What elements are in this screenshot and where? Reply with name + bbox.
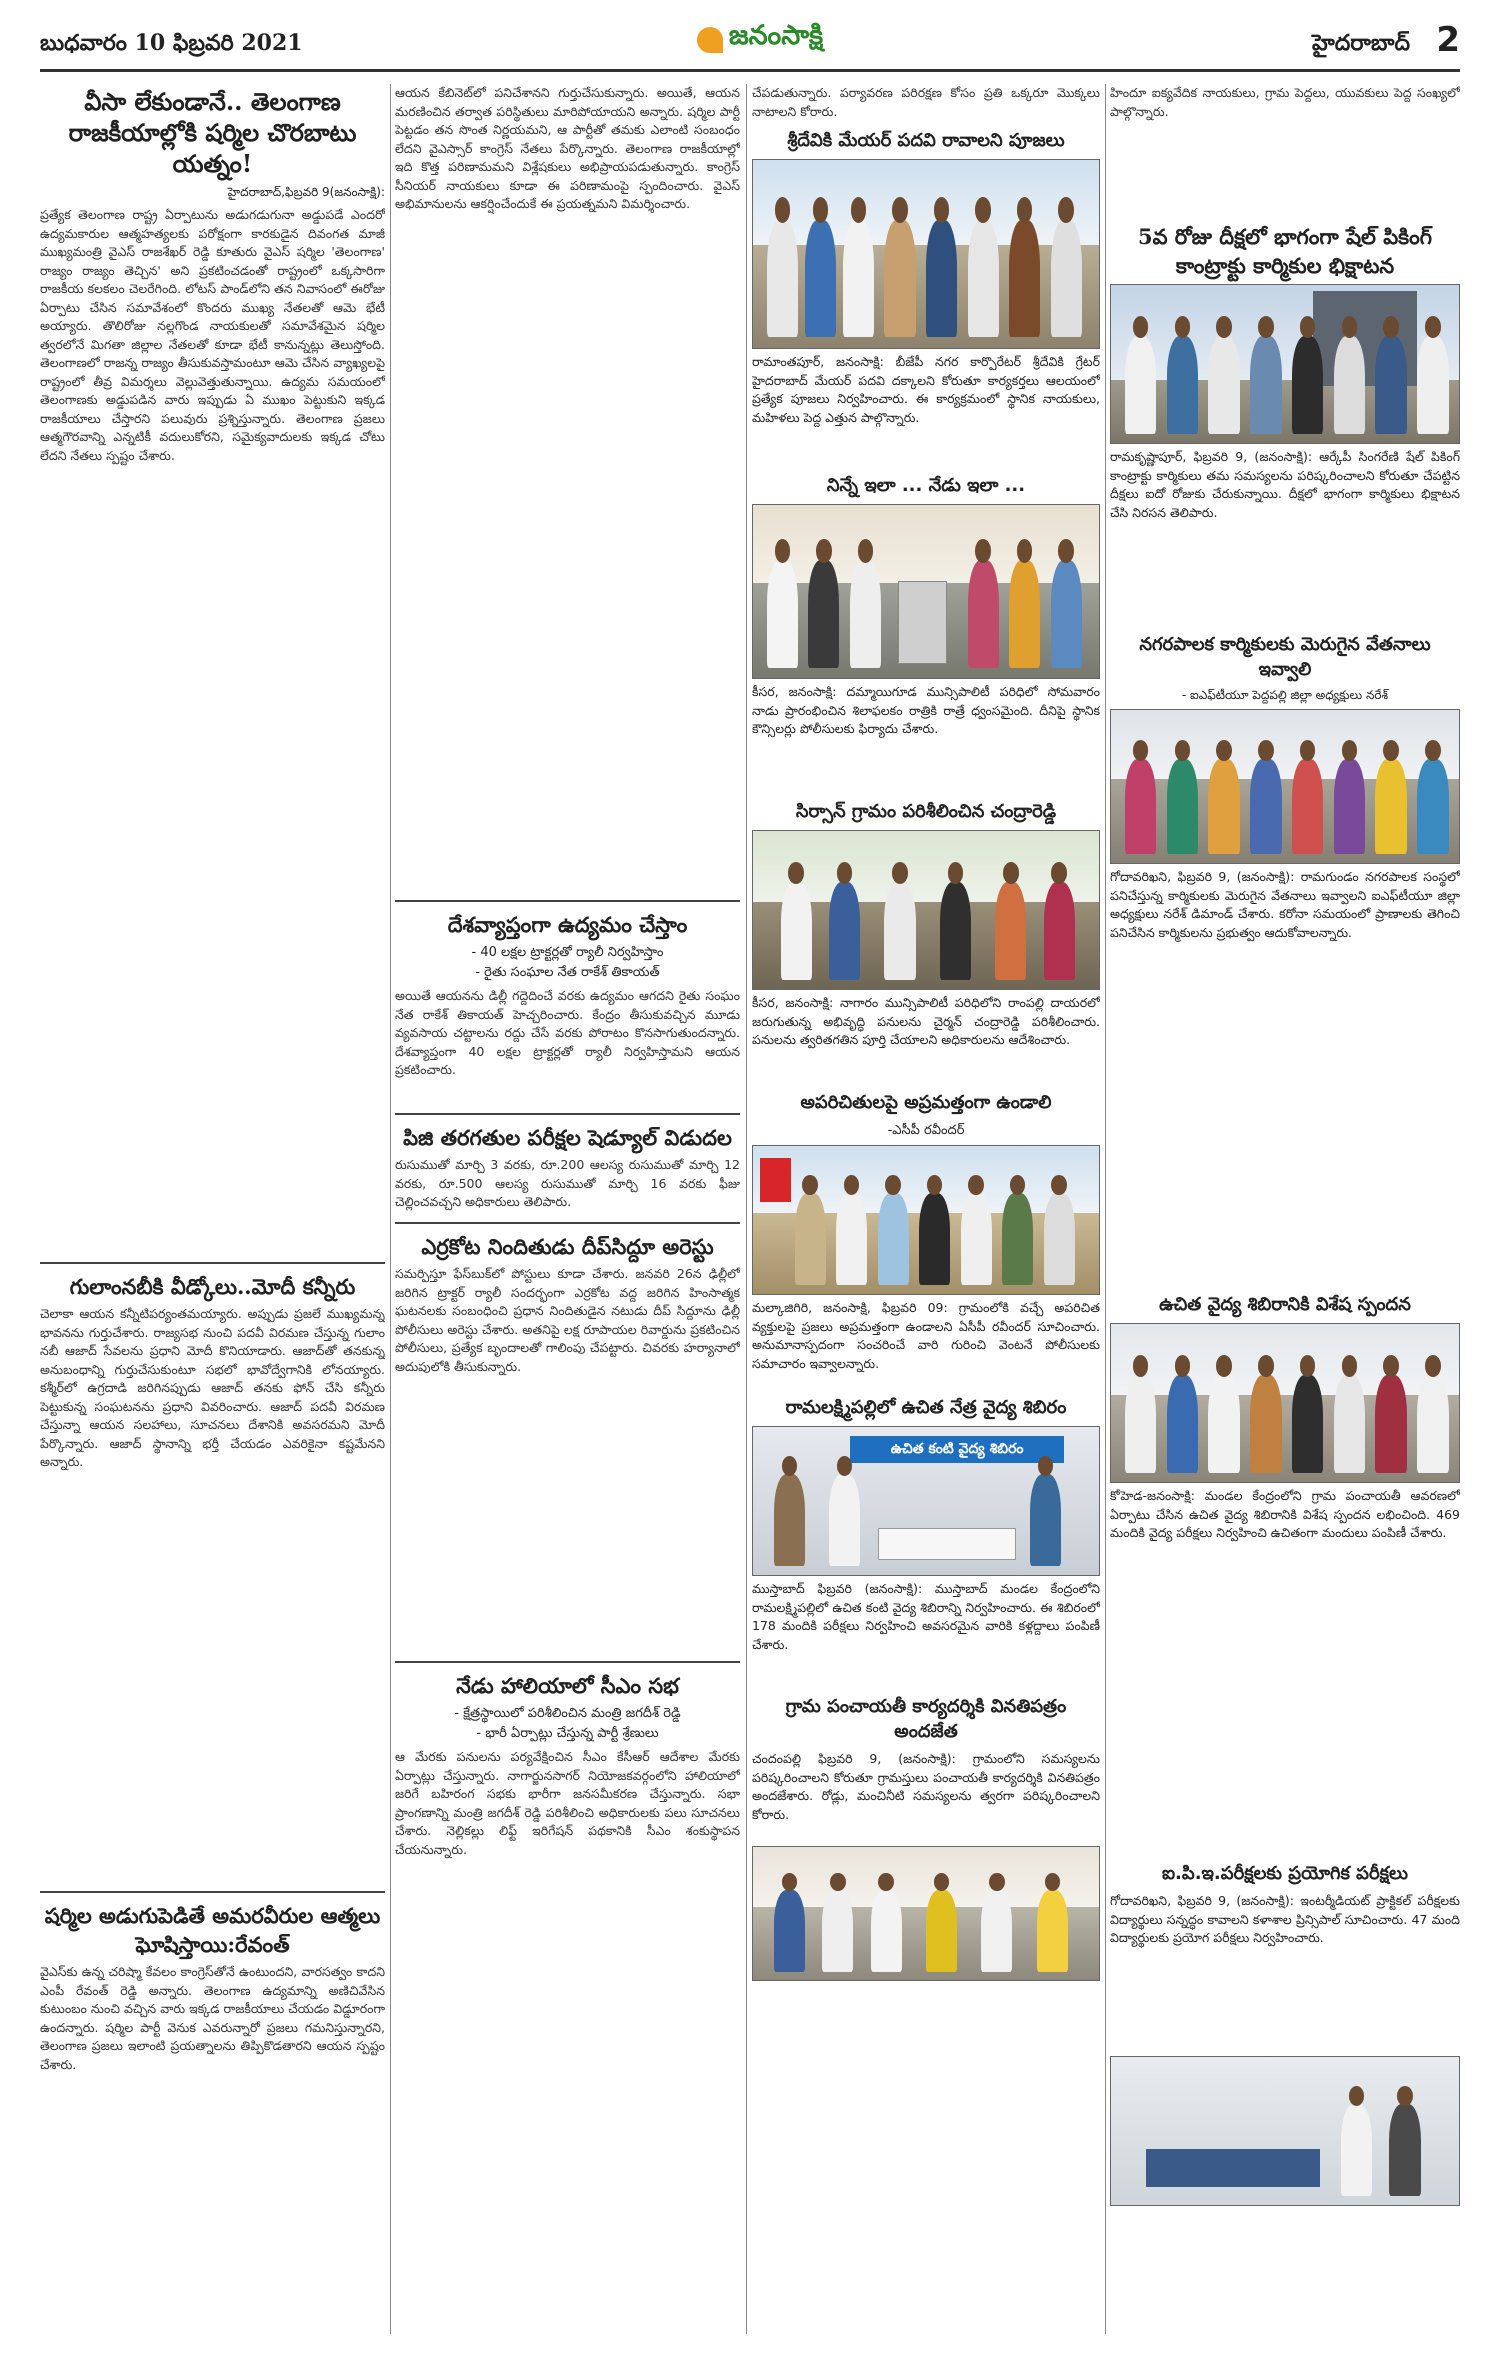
article-headline: శ్రీదేవికి మేయర్ పదవి రావాలని పూజలు — [787, 130, 1065, 151]
article-headline: షర్మిల అడుగుపెడితే అమరవీరుల ఆత్మలు ఘోషిస్తాయి:రేవంత్ — [44, 1903, 381, 1957]
edition-city: హైదరాబాద్ — [1312, 30, 1410, 56]
column-divider — [1105, 84, 1106, 2334]
camp-banner: ఉచిత కంటి వైద్య శిబిరం — [850, 1436, 1065, 1463]
news-photo — [752, 504, 1100, 679]
article-body: రుసుముతో మార్చి 3 వరకు, రూ.200 ఆలస్య రుసుముతో మార్చి 12 వరకు, రూ.500 ఆలస్య రుసుముతో మార్చి 16 వరకు ఫీజు చెల్లించవచ్చని అధికారులు తెలిపారు. — [395, 1157, 740, 1209]
news-photo — [752, 1145, 1100, 1295]
article-subhead: - 40 లక్షల ట్రాక్టర్లతో ర్యాలీ నిర్వహిస్తాం - రైతు సంఘాల నేత రాకేశ్ తికాయత్ — [471, 945, 664, 980]
article-divider — [395, 1661, 740, 1663]
article-divider — [40, 1891, 385, 1893]
column-2 — [395, 84, 740, 2334]
lead-headline: వీసా లేకుండానే.. తెలంగాణ రాజకీయాల్లోకి షర్మిల చొరబాటు యత్నం! — [68, 87, 357, 178]
article-body: ఆ మేరకు పనులను పర్యవేక్షించిన సీఎం కేసీఆర్‌ ఆదేశాల మేరకు ఏర్పాట్లు చేస్తున్నారు. నాగార్జునసాగర్‌ నియోజకవర్గంలోని హాలియాలో జరిగే బహిరంగ సభకు భారీగా జనసమీకరణ చేస్తున్నారు. సభా ప్రాంగణాన్ని మంత్రి జగదీశ్‌ రెడ్డి పరిశీలించి అధికారులకు పలు సూచనలు చేశారు. నెల్లికల్లు లిఫ్ట్‌ ఇరిగేషన్‌ పథకానికి సీఎం శంకుస్థాపన చేయనున్నారు. — [395, 1749, 740, 1857]
article-headline: గ్రామ పంచాయతీ కార్యదర్శికి వినతిపత్రం అందజేత — [785, 1696, 1067, 1742]
article-headline: 5వ రోజు దీక్షలో భాగంగా షేల్ పికింగ్ కాంట్రాక్టు కార్మికుల భిక్షాటన — [1137, 224, 1433, 278]
article-headline: పిజి తరగతుల పరీక్షల షెడ్యూల్ విడుదల — [403, 1125, 732, 1150]
news-photo — [752, 1846, 1100, 1981]
article-headline: దేశవ్యాప్తంగా ఉద్యమం చేస్తాం — [447, 912, 688, 937]
article-body: సమర్పిస్తూ ఫేస్‌బుక్‌లో పోస్టులు కూడా చేశారు. జనవరి 26న ఢిల్లీలో జరిగిన ట్రాక్టర్‌ ర్యాలీ సందర్భంగా ఎర్రకోట వద్ద జరిగిన హింసాత్మక ఘటనలకు సంబంధించి ప్రధాన నిందితుడైన నటుడు దీప్‌ సిద్దూను ఢిల్లీ పోలీసులు అరెస్టు చేశారు. అతనిపై లక్ష రూపాయల రివార్డును ప్రకటించిన పోలీసులు, ప్రత్యేక బృందాలతో గాలింపు చేపట్టారు. చివరకు హర్యానాలో అదుపులోకి తీసుకున్నారు. — [395, 1266, 740, 1374]
article-divider — [40, 1262, 385, 1264]
photo-caption: కోహెడ-జనంసాక్షి: మండల కేంద్రంలోని గ్రామ పంచాయతీ ఆవరణలో ఏర్పాటు చేసిన ఉచిత వైద్య శిబిరానికి విశేష స్పందన లభించింది. 469 మందికి వైద్య పరీక్షలు నిర్వహించి ఉచితంగా మందులు పంపిణీ చేశారు. — [1110, 1488, 1460, 1540]
photo-caption: చందంపల్లి ఫిబ్రవరి 9, (జనంసాక్షి): గ్రామంలోని సమస్యలను పరిష్కరించాలని కోరుతూ గ్రామస్తులు పంచాయతీ కార్యదర్శికి వినతిపత్రం అందజేశారు. రోడ్లు, మంచినీటి సమస్యలను త్వరగా పరిష్కరించాలని కోరారు. — [752, 1751, 1100, 1822]
photo-caption: ముస్తాబాద్‌ ఫిబ్రవరి (జనంసాక్షి): ముస్తాబాద్‌ మండల కేంద్రంలోని రామలక్ష్మిపల్లిలో ఉచిత కంటి వైద్య శిబిరాన్ని నిర్వహించారు. ఈ శిబిరంలో 178 మందికి పరీక్షలు నిర్వహించి అవసరమైన వారికి కళ్లద్దాలు పంపిణీ చేశారు. — [752, 1581, 1100, 1652]
photo-caption: రామకృష్ణాపూర్‌, ఫిబ్రవరి 9, (జనంసాక్షి): ఆర్కేపీ సింగరేణి షేల్‌ పికింగ్‌ కాంట్రాక్టు కార్మికులు తమ సమస్యలను పరిష్కరించాలని కోరుతూ చేపట్టిన దీక్షలు ఐదో రోజుకు చేరుకున్నాయి. దీక్షలో భాగంగా కార్మికులు భిక్షాటన చేసి నిరసన తెలిపారు. — [1110, 449, 1460, 520]
news-photo — [752, 1426, 1100, 1576]
desk-icon — [1146, 2149, 1320, 2187]
article-body: ఆయన కేబినెట్‌లో పనిచేశానని గుర్తుచేసుకున్నారు. అయితే, ఆయన మరణించిన తర్వాత పరిస్థితులు మారిపోయాయని అన్నారు. షర్మిల పార్టీ పెట్టడం తన సొంత నిర్ణయమని, ఆ పార్టీతో తమకు ఎలాంటి సంబంధం లేదని వైఎస్సార్‌ కాంగ్రెస్‌ నేతలు పేర్కొన్నారు. తెలంగాణ రాజకీయాల్లో ఇది కొత్త పరిణామమని విశ్లేషకులు అభిప్రాయపడుతున్నారు. కాంగ్రెస్‌ సీనియర్‌ నాయకులు కూడా ఈ పరిణామంపై స్పందించారు. వైఎస్‌ అభిమానులను ఆకర్షించేందుకే ఈ ప్రయత్నమని విమర్శించారు. — [395, 85, 740, 211]
article-headline: ఉచిత వైద్య శిబిరానికి విశేష స్పందన — [1159, 1294, 1411, 1315]
news-photo — [1110, 709, 1460, 864]
page-number: 2 — [1436, 20, 1460, 60]
column-1 — [40, 84, 385, 2334]
newspaper-logo — [640, 20, 880, 62]
article-headline: గులాంనబీకి వీడ్కోలు..మోదీ కన్నీరు — [69, 1274, 356, 1299]
column-divider — [390, 84, 391, 2334]
photo-caption: గోదావరిఖని, ఫిబ్రవరి 9, (జనంసాక్షి): రామగుండం నగరపాలక సంస్థలో పనిచేస్తున్న కార్మికులకు మెరుగైన వేతనాలు ఇవ్వాలని ఐఎఫ్‌టీయూ జిల్లా అధ్యక్షులు నరేశ్‌ డిమాండ్‌ చేశారు. కరోనా సమయంలో ప్రాణాలకు తెగించి పనిచేసిన కార్మికులను ప్రభుత్వం ఆదుకోవాలన్నారు. — [1110, 869, 1460, 940]
table-icon — [878, 1528, 1016, 1561]
article-headline: నగరపాలక కార్మికులకు మెరుగైన వేతనాలు ఇవ్వాలి — [1139, 634, 1431, 680]
article-body: వైఎస్‌కు ఉన్న చరిష్మా కేవలం కాంగ్రెస్‌తోనే ఉంటుందని, వారసత్వం కాదని ఎంపీ రేవంత్‌ రెడ్డి అన్నారు. తెలంగాణ ఉద్యమాన్ని అణిచివేసిన కుటుంబం నుంచి వచ్చిన వారు ఇక్కడ రాజకీయాలు చేయడం విడ్డూరంగా ఉందన్నారు. షర్మిల పార్టీ వెనుక ఎవరున్నారో ప్రజలు గమనిస్తున్నారని, తెలంగాణ ప్రజలు ఇలాంటి ప్రయత్నాలను తిప్పికొడతారని ఆయన స్పష్టం చేశారు. — [40, 1964, 385, 2072]
article-headline: నేడు హాలియాలో సీఎం సభ — [456, 1673, 679, 1698]
column-4 — [1110, 84, 1460, 2334]
article-divider — [395, 900, 740, 902]
article-body: చేపడుతున్నారు. పర్యావరణ పరిరక్షణ కోసం ప్రతి ఒక్కరూ మొక్కలు నాటాలని కోరారు. — [752, 85, 1100, 119]
news-photo — [1110, 284, 1460, 444]
newspaper-name: జనంసాక్షి — [728, 20, 824, 51]
article-subhead: - ఐఎఫ్‌టీయూ పెద్దపల్లి జిల్లా అధ్యక్షులు నరేశ్ — [1181, 688, 1389, 702]
dateline: హైదరాబాద్‌,ఫిబ్రవరి 9(జనంసాక్షి): — [227, 185, 385, 199]
article-headline: నిన్నే ఇలా ... నేడు ఇలా ... — [826, 475, 1026, 496]
leaf-logo-icon — [697, 27, 723, 53]
column-divider — [746, 84, 747, 2334]
issue-date: బుధవారం 10 ఫిబ్రవరి 2021 — [40, 30, 303, 56]
article-subhead: -ఎసీపీ రవీందర్ — [887, 1123, 965, 1138]
article-headline: అపరిచితులపై అప్రమత్తంగా ఉండాలి — [800, 1092, 1052, 1113]
column-3 — [752, 84, 1100, 2334]
article-subhead: - క్షేత్రస్థాయిలో పరిశీలించిన మంత్రి జగదీశ్ రెడ్డి - భారీ ఏర్పాట్లు చేస్తున్న పార్టీ శ్రేణులు — [454, 1706, 681, 1741]
photo-caption: మల్కాజిగిరి, జనంసాక్షి, ఫిబ్రవరి 09: గ్రామంలోకి వచ్చే అపరిచిత వ్యక్తులపై ప్రజలు అప్రమత్తంగా ఉండాలని ఏసీపీ రవీందర్‌ సూచించారు. అనుమానాస్పదంగా సంచరించే వారి గురించి వెంటనే పోలీసులకు సమాచారం ఇవ్వాలన్నారు. — [752, 1300, 1100, 1371]
article-body: అయితే ఆయనను డిల్లీ గద్దెదించే వరకు ఉద్యమం ఆగదని రైతు సంఘం నేత రాకేశ్‌ తికాయత్‌ హెచ్చరించారు. కేంద్రం తీసుకువచ్చిన మూడు వ్యవసాయ చట్టాలను రద్దు చేసే వరకు పోరాటం కొనసాగుతుందన్నారు. దేశవ్యాప్తంగా 40 లక్షల ట్రాక్టర్లతో ర్యాలీ నిర్వహిస్తామని ఆయన ప్రకటించారు. — [395, 988, 740, 1077]
news-photo — [1110, 1323, 1460, 1483]
article-divider — [395, 1113, 740, 1115]
article-headline: సిర్సాన్ గ్రామం పరిశీలించిన చంద్రారెడ్డి — [795, 801, 1057, 822]
photo-caption: రామాంతపూర్‌, జనంసాక్షి: బీజేపీ నగర కార్పొరేటర్‌ శ్రీదేవికి గ్రేటర్‌ హైదరాబాద్‌ మేయర్‌ పదవి దక్కాలని కోరుతూ కార్యకర్తలు ఆలయంలో ప్రత్యేక పూజలు నిర్వహించారు. ఈ కార్యక్రమంలో స్థానిక నాయకులు, మహిళలు పెద్ద ఎత్తున పాల్గొన్నారు. — [752, 354, 1100, 425]
article-headline: ఎర్రకోట నిందితుడు దీప్‌సిద్దూ అరెస్టు — [421, 1234, 714, 1259]
article-headline: రామలక్ష్మిపల్లిలో ఉచిత నేత్ర వైద్య శిబిరం — [785, 1397, 1067, 1418]
photo-caption: కీసర, జనంసాక్షి: నాగారం మున్సిపాలిటీ పరిధిలోని రాంపల్లి దాయరలో జరుగుతున్న అభివృద్ధి పనులను చైర్మన్‌ చంద్రారెడ్డి పరిశీలించారు. పనులను త్వరితగతిన పూర్తి చేయాలని అధికారులను ఆదేశించారు. — [752, 995, 1100, 1047]
photo-caption: గోదావరిఖని, ఫిబ్రవరి 9, (జనంసాక్షి): ఇంటర్మీడియట్‌ ప్రాక్టికల్‌ పరీక్షలకు విద్యార్థులు సన్నద్ధం కావాలని కళాశాల ప్రిన్సిపాల్‌ సూచించారు. 47 మంది విద్యార్థులకు ప్రయోగ పరీక్షలు నిర్వహించారు. — [1110, 1893, 1460, 1945]
photo-caption: కీసర, జనంసాక్షి: దమ్మాయిగూడ మున్సిపాలిటీ పరిధిలో సోమవారం నాడు ప్రారంభించిన శిలాఫలకం రాత్రికి రాత్రే ధ్వంసమైంది. దీనిపై స్థానిక కౌన్సిలర్లు పోలీసులకు ఫిర్యాదు చేశారు. — [752, 684, 1100, 736]
masthead — [40, 14, 1460, 72]
news-photo — [1110, 2056, 1460, 2206]
news-photo — [752, 159, 1100, 349]
news-photo — [752, 830, 1100, 990]
article-body: ప్రత్యేక తెలంగాణ రాష్ట్ర ఏర్పాటును అడుగడుగునా అడ్డుపడే ఎందరో ఉద్యమకారుల ఆత్మహత్యలకు పరోక్షంగా కారకుడైన దివంగత మాజీ ముఖ్యమంత్రి వైఎస్‌ రాజశేఖర్‌ రెడ్డి కూతురు వైఎస్‌ షర్మిల 'తెలంగాణ' రాజ్యం రాజ్యం తెచ్చిన' అని ప్రకటించడంతో రాష్ట్రంలో ఒక్కసారిగా రాజకీయ కలకలం చెలరేగింది. లోటస్‌ పాండ్‌లోని తన నివాసంలో ఈరోజు ఏర్పాటు చేసిన సమావేశంలో కొందరు ముఖ్య నేతలతో ఆమె భేటీ అయ్యారు. తొలిరోజు నల్లగొండ నాయకులతో సమావేశమైన షర్మిల త్వరలోనే మిగతా జిల్లాల నేతలతో కూడా భేటీ కానున్నట్లు తెలుస్తోంది. తెలంగాణలో రాజన్న రాజ్యం తీసుకువస్తామంటూ ఆమె చేసిన వ్యాఖ్యలపై రాష్ట్రంలో తీవ్ర విమర్శలు వెల్లువెత్తుతున్నాయి. ఉద్యమ సమయంలో తెలంగాణకు అడ్డుపడిన వారు ఇప్పుడు ఏ ముఖం పెట్టుకుని ఇక్కడ రాజకీయాలు చేస్తారని పలువురు ప్రశ్నిస్తున్నారు. తెలంగాణ ప్రజలు ఆత్మగౌరవాన్ని ఎన్నటికీ వదులుకోరని, సమైక్యవాదులకు ఇక్కడ చోటు లేదని నేతలు స్పష్టం చేశారు. — [40, 207, 385, 463]
article-body: చెలాకా ఆయన కన్నీటిపర్యంతమయ్యారు. అప్పుడు ప్రజలే ముఖ్యమన్న భావనను గుర్తుచేశారు. రాజ్యసభ నుంచి పదవీ విరమణ చేస్తున్న గులాం నబీ ఆజాద్‌ సేవలను ప్రధాని మోదీ కొనియాడారు. ఆజాద్‌తో తనకున్న అనుబంధాన్ని గుర్తుచేసుకుంటూ సభలో భావోద్వేగానికి లోనయ్యారు. కశ్మీర్‌లో ఉగ్రదాడి జరిగినప్పుడు ఆజాద్‌ తనకు ఫోన్‌ చేసి కన్నీరు పెట్టుకున్న సంఘటనను ప్రధాని వివరించారు. ఆజాద్‌ పదవీ విరమణ చేస్తున్నా ఆయన సలహాలు, సూచనలు దేశానికి అవసరమని మోదీ పేర్కొన్నారు. ఆజాద్‌ స్థానాన్ని భర్తీ చేయడం ఎవరికైనా కష్టమేనని అన్నారు. — [40, 1306, 385, 1469]
stone-plaque-icon — [898, 581, 946, 664]
article-body: హిందూ ఐక్యవేదిక నాయకులు, గ్రామ పెద్దలు, యువకులు పెద్ద సంఖ్యలో పాల్గొన్నారు. — [1110, 85, 1460, 119]
article-headline: ఐ.పి.ఇ.పరీక్షలకు ప్రయోగిక పరీక్షలు — [1161, 1863, 1409, 1884]
article-divider — [395, 1222, 740, 1224]
police-banner-icon — [760, 1158, 791, 1202]
